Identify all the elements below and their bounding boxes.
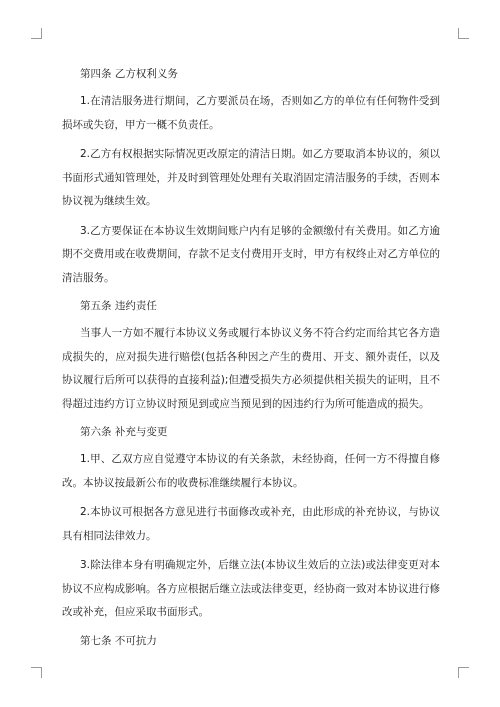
- section-4-paragraph-2: 2.乙方有权根据实际情况更改原定的清洁日期。如乙方要取消本协议的，须以书面形式通知管理处，并及时到管理处处理有关取消固定清洁服务的手续，否则本协议视为继续生效。: [62, 148, 440, 207]
- section-heading-5: 第五条 违约责任: [80, 300, 157, 312]
- section-6-paragraph-3: 3.除法律本身有明确规定外，后继立法(本协议生效后的立法)或法律变更对本协议不应构成影响。各方应根据后继立法或法律变更，经协商一致对本协议进行修改或补充，但应采取书面形式。: [62, 559, 440, 618]
- crop-mark-top-right: [458, 28, 469, 39]
- crop-mark-bottom-left: [31, 667, 42, 678]
- crop-mark-bottom-right: [458, 667, 469, 678]
- section-4-paragraph-1: 1.在清洁服务进行期间，乙方要派员在场，否则如乙方的单位有任何物件受到损坏或失窃，甲方一概不负责任。: [62, 95, 440, 131]
- section-6-paragraph-1: 1.甲、乙双方应自觉遵守本协议的有关条款，未经协商，任何一方不得擅自修改。本协议按最新公布的收费标准继续履行本协议。: [62, 453, 440, 489]
- section-heading-6: 第六条 补充与变更: [80, 426, 168, 438]
- section-heading-4: 第四条 乙方权利义务: [80, 68, 178, 80]
- section-heading-7: 第七条 不可抗力: [80, 634, 157, 647]
- section-4-paragraph-3: 3.乙方要保证在本协议生效期间账户内有足够的金额缴付有关费用。如乙方逾期不交费用或在收费期间，存款不足支付费用开支时，甲方有权终止对乙方单位的清洁服务。: [62, 224, 440, 284]
- document-body: [62, 64, 440, 657]
- section-5-paragraph-1: 当事人一方如不履行本协议义务或履行本协议义务不符合约定而给其它各方造成损失的，应对损失进行赔偿(包括各种因之产生的费用、开支、额外责任，以及协议履行后所可以获得的直接利益);但遭受损失方必须提供相关损失的证明，且不得超过违约方订立协议时预见到或应当预见到的因违约行为所可能造成的损失。: [62, 327, 440, 410]
- section-6-paragraph-2: 2.本协议可根据各方意见进行书面修改或补充，由此形成的补充协议，与协议具有相同法律效力。: [62, 506, 440, 542]
- crop-mark-top-left: [31, 28, 42, 39]
